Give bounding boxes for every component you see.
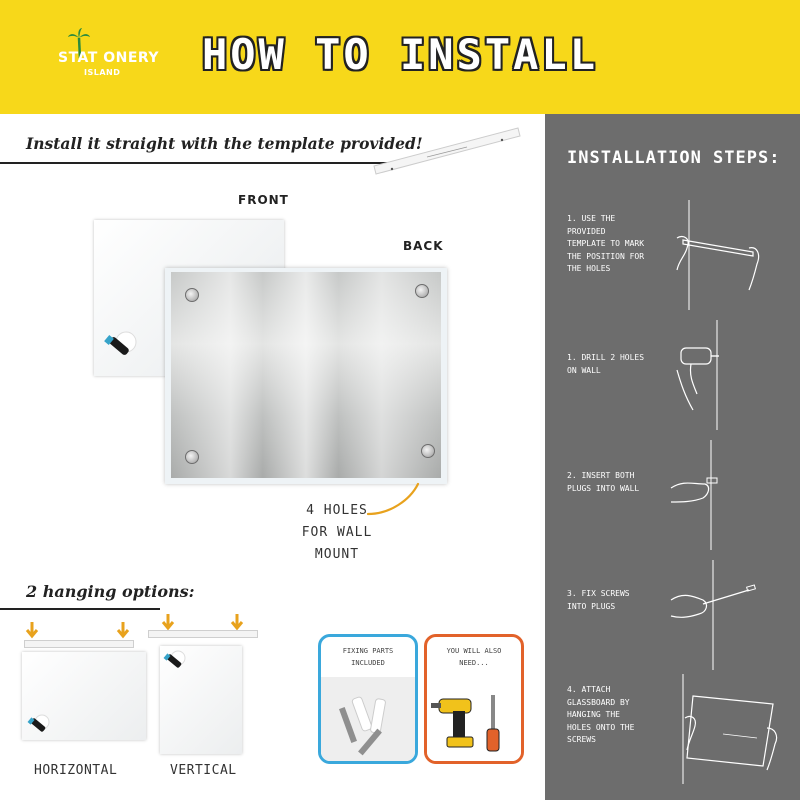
template-strip-image bbox=[372, 122, 522, 182]
step-line: HOLES ONTO THE bbox=[567, 722, 635, 732]
holes-label-line: 4 HOLES bbox=[306, 503, 368, 518]
marker-icon bbox=[100, 324, 140, 364]
back-label: BACK bbox=[403, 239, 444, 253]
vertical-label: VERTICAL bbox=[170, 763, 237, 778]
step-line: 4. ATTACH bbox=[567, 685, 611, 694]
screwdriver-hand-icon bbox=[663, 560, 783, 670]
horizontal-board-image bbox=[22, 652, 146, 740]
card-text-line: NEED... bbox=[459, 659, 489, 667]
back-board-image bbox=[165, 268, 447, 484]
step-line: INTO PLUGS bbox=[567, 601, 616, 611]
card-text-line: INCLUDED bbox=[351, 659, 385, 667]
hands-template-icon bbox=[663, 200, 783, 310]
step-4-text bbox=[567, 588, 653, 613]
drill-screwdriver-image bbox=[427, 677, 521, 764]
page-title: HOW TO INSTALL bbox=[201, 30, 598, 79]
tagline-underline bbox=[0, 162, 402, 164]
screws-plugs-image bbox=[321, 677, 415, 764]
step-line: 2. INSERT BOTH bbox=[567, 471, 635, 480]
card-text-line: YOU WILL ALSO bbox=[446, 647, 502, 655]
step-line: HANGING THE bbox=[567, 710, 620, 719]
screw-icon bbox=[185, 288, 199, 302]
screw-icon bbox=[421, 444, 435, 458]
vertical-rail bbox=[148, 630, 258, 638]
logo-line1: STAT ONERY bbox=[58, 50, 160, 66]
step-line: 3. FIX SCREWS bbox=[567, 589, 630, 598]
tools-card bbox=[424, 634, 524, 764]
step-line: THE POSITION FOR bbox=[567, 251, 645, 261]
holes-label bbox=[282, 500, 392, 566]
screws-plugs-icon bbox=[321, 677, 415, 764]
plug-hand-icon bbox=[663, 440, 783, 550]
step-line: 1. USE THE bbox=[567, 214, 616, 223]
step-line: THE HOLES bbox=[567, 264, 611, 273]
marker-icon bbox=[162, 646, 190, 674]
screw-icon bbox=[415, 284, 429, 298]
fixing-parts-card bbox=[318, 634, 418, 764]
step-line: TEMPLATE TO MARK bbox=[567, 239, 645, 248]
step-line: GLASSBOARD BY bbox=[567, 697, 630, 707]
step-line: PLUGS INTO WALL bbox=[567, 483, 640, 493]
horizontal-label: HORIZONTAL bbox=[34, 763, 118, 778]
step-3-text bbox=[567, 470, 653, 495]
hanging-title-underline bbox=[0, 608, 160, 610]
drill-hand-icon bbox=[663, 320, 783, 430]
screw-icon bbox=[185, 450, 199, 464]
header-banner bbox=[0, 0, 800, 114]
front-label: FRONT bbox=[238, 193, 289, 207]
vertical-board-image bbox=[160, 646, 242, 754]
card-text-line: FIXING PARTS bbox=[342, 647, 394, 655]
step-2-text bbox=[567, 352, 653, 377]
step-5-text bbox=[567, 684, 653, 747]
panel-title: INSTALLATION STEPS: bbox=[567, 148, 781, 168]
logo-line2: ISLAND bbox=[84, 68, 121, 77]
step-line: 1. DRILL 2 HOLES bbox=[567, 353, 645, 362]
hands-glassboard-icon bbox=[663, 674, 783, 784]
drill-icon bbox=[427, 677, 521, 764]
hanging-options-title: 2 hanging options: bbox=[26, 582, 195, 601]
step-line: SCREWS bbox=[567, 735, 596, 744]
tagline: Install it straight with the template provided! bbox=[26, 134, 423, 153]
fixing-parts-text bbox=[321, 645, 415, 669]
holes-label-line: FOR WALL bbox=[301, 525, 373, 540]
installation-steps-panel bbox=[545, 114, 800, 800]
step-1-text bbox=[567, 213, 653, 276]
horizontal-rail bbox=[24, 640, 134, 648]
holes-label-line: MOUNT bbox=[314, 547, 360, 562]
tools-text bbox=[427, 645, 521, 669]
step-line: PROVIDED bbox=[567, 226, 606, 236]
marker-icon bbox=[26, 710, 54, 738]
step-line: ON WALL bbox=[567, 365, 601, 375]
back-metal-plate bbox=[171, 272, 441, 478]
